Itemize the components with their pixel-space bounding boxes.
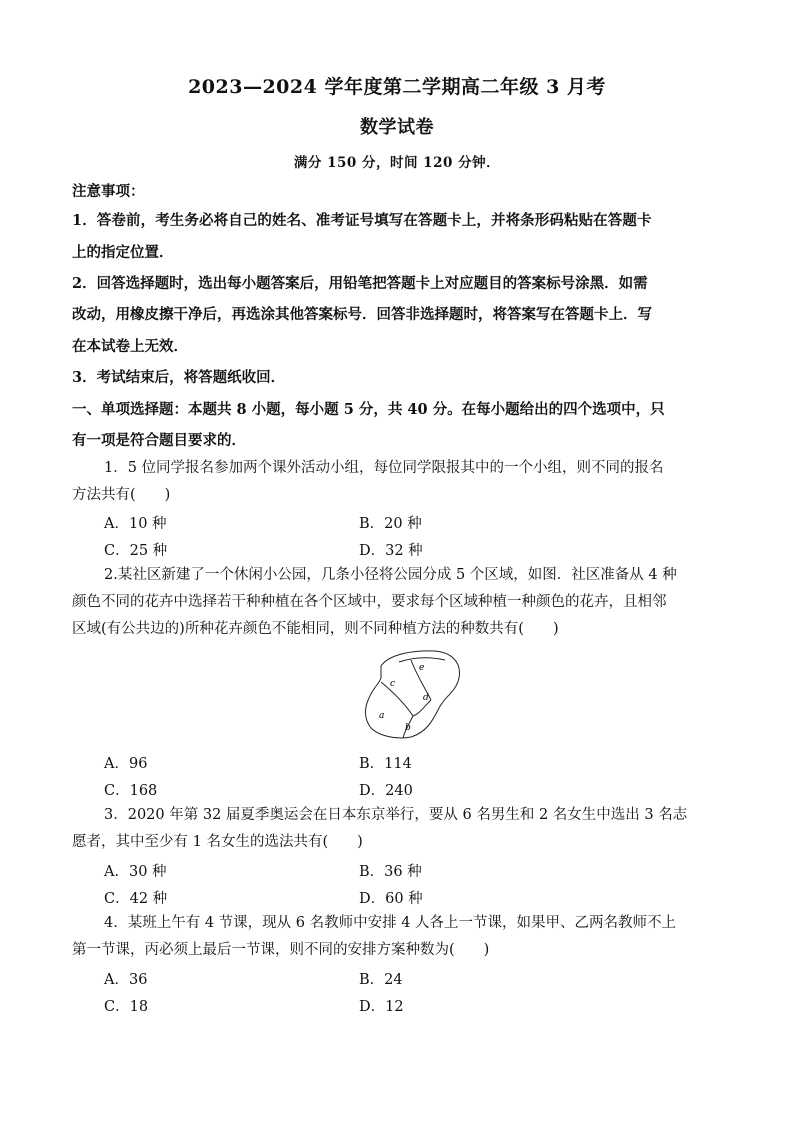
notes-heading: 注意事项： — [72, 183, 145, 200]
subject-title: 数学试卷 — [360, 117, 434, 138]
note-line: 3．考试结束后，将答题纸收回． — [72, 369, 286, 386]
q2-option-d: D．240 — [359, 783, 413, 799]
question-3-line: 3．2020 年第 32 届夏季奥运会在日本东京举行，要从 6 名男生和 2 名女生中选出 3 名志 — [104, 807, 688, 823]
q2-option-b: B．114 — [359, 756, 412, 772]
question-1-line: 方法共有( ) — [72, 487, 171, 503]
note-line: 改动，用橡皮擦干净后，再选涂其他答案标号．回答非选择题时，将答案写在答题卡上．写 — [72, 306, 652, 323]
question-3-line: 愿者，其中至少有 1 名女生的选法共有( ) — [72, 834, 363, 850]
q3-option-a: A．30 种 — [104, 864, 167, 880]
q3-option-c: C．42 种 — [104, 891, 168, 907]
q3-option-d: D．60 种 — [359, 891, 423, 907]
q3-option-b: B．36 种 — [359, 864, 422, 880]
exam-title: 2023—2024 学年度第二学期高二年级 3 月考 — [188, 76, 606, 98]
question-2-line: 区域(有公共边的)所种花卉颜色不能相同，则不同种植方法的种数共有( ) — [72, 621, 559, 637]
q4-option-d: D．12 — [359, 999, 404, 1015]
region-label-b: b — [405, 723, 411, 733]
region-label-e: e — [419, 663, 425, 673]
note-line: 2．回答选择题时，选出每小题答案后，用铅笔把答题卡上对应题目的答案标号涂黑．如需 — [72, 275, 648, 292]
question-4-line: 4．某班上午有 4 节课，现从 6 名教师中安排 4 人各上一节课，如果甲、乙两名教师不上 — [104, 915, 677, 931]
question-4-line: 第一节课，丙必须上最后一节课，则不同的安排方案种数为( ) — [72, 942, 490, 958]
q4-option-a: A．36 — [104, 972, 148, 988]
park-region-diagram — [359, 648, 465, 740]
region-label-c: c — [390, 679, 396, 689]
q2-option-c: C．168 — [104, 783, 158, 799]
section-heading: 一、单项选择题：本题共 8 小题，每小题 5 分，共 40 分。在每小题给出的四个选项中，只 — [72, 401, 665, 418]
region-label-a: a — [379, 711, 385, 721]
exam-info: 满分 150 分，时间 120 分钟． — [293, 155, 501, 171]
q1-option-c: C．25 种 — [104, 543, 168, 559]
section-heading: 有一项是符合题目要求的． — [72, 432, 246, 449]
note-line: 在本试卷上无效． — [72, 338, 188, 355]
q4-option-c: C．18 — [104, 999, 149, 1015]
q1-option-d: D．32 种 — [359, 543, 423, 559]
question-2-line: 颜色不同的花卉中选择若干种种植在各个区域中，要求每个区域种植一种颜色的花卉，且相邻 — [72, 594, 667, 610]
q1-option-b: B．20 种 — [359, 516, 422, 532]
question-1-line: 1．5 位同学报名参加两个课外活动小组，每位同学限报其中的一个小组，则不同的报名 — [104, 460, 664, 476]
q1-option-a: A．10 种 — [104, 516, 167, 532]
q2-option-a: A．96 — [104, 756, 148, 772]
note-line: 1．答卷前，考生务必将自己的姓名、准考证号填写在答题卡上，并将条形码粘贴在答题卡 — [72, 212, 652, 229]
question-2-line: 2.某社区新建了一个休闲小公园，几条小径将公园分成 5 个区域，如图．社区准备从 4 种 — [104, 567, 677, 583]
region-label-d: d — [423, 693, 429, 703]
q4-option-b: B．24 — [359, 972, 403, 988]
note-line: 上的指定位置． — [72, 244, 174, 261]
